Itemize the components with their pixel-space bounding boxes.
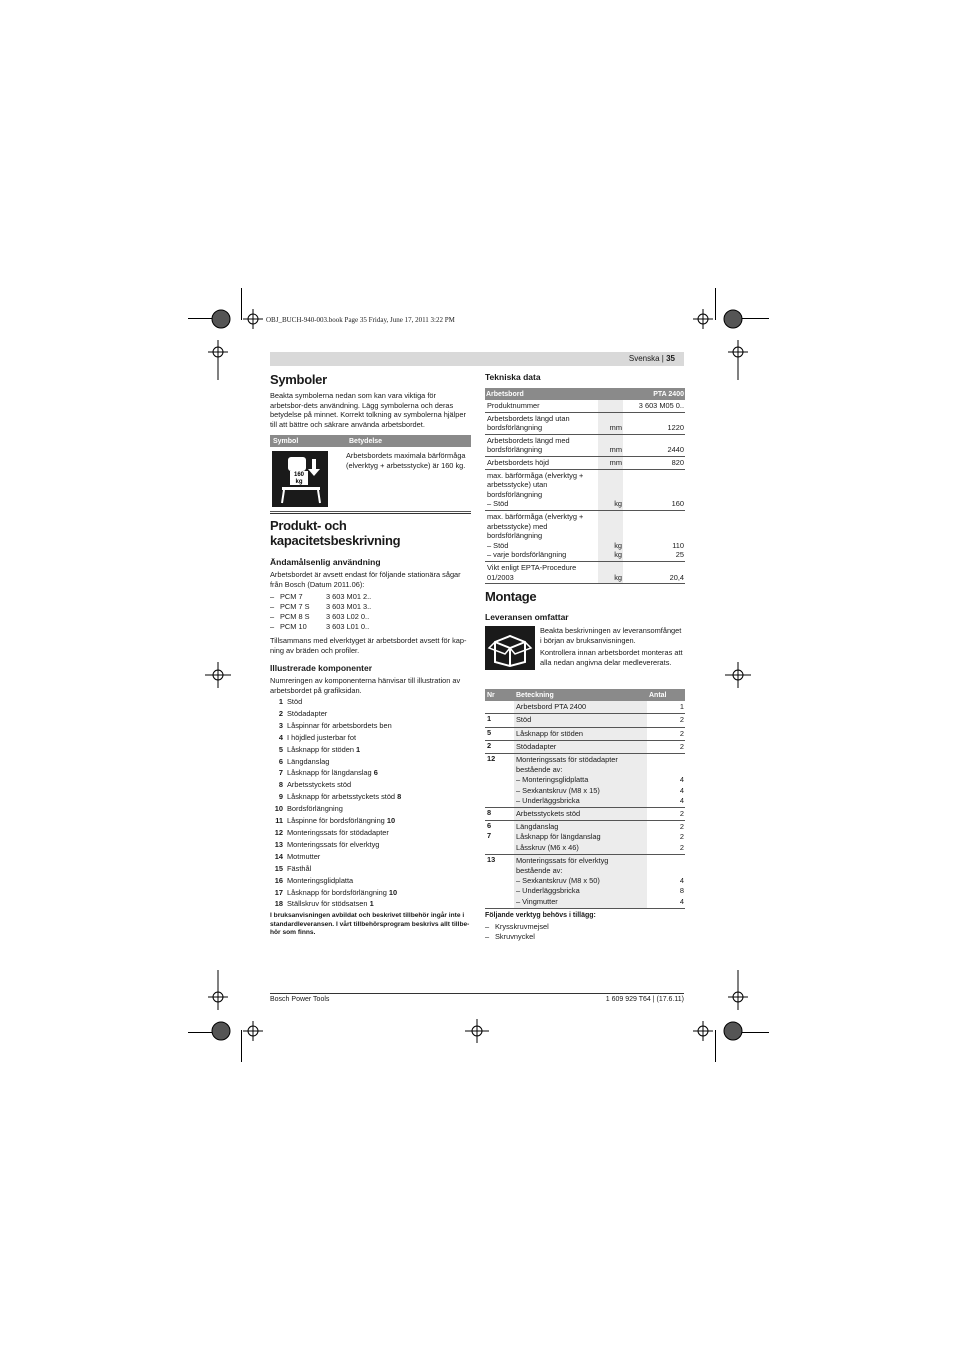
component-text	[287, 791, 401, 803]
component-item	[270, 875, 471, 887]
symbol-cell	[270, 451, 346, 511]
parts-nr: 12	[487, 753, 496, 763]
nr-col-header: Nr	[487, 691, 495, 699]
tool-name: Krysskruvmejsel	[495, 922, 549, 932]
model-name: PCM 7 S	[280, 602, 310, 611]
component-label: Stöd	[287, 697, 303, 706]
component-item	[270, 851, 471, 863]
component-label: Längdanslag	[287, 756, 330, 766]
tech-value: 2440	[667, 445, 684, 455]
meaning-col-header: Betydelse	[349, 437, 383, 445]
model-number: 3 603 L02 0..	[326, 612, 370, 621]
component-label: Arbetsstyckets stöd	[287, 780, 352, 790]
component-text	[287, 767, 378, 779]
component-number: 18	[274, 899, 283, 909]
tech-table-header	[485, 388, 685, 400]
tech-unit: kg kg	[598, 511, 623, 561]
leverans-heading: Leveransen omfattar	[485, 612, 569, 623]
tech-value: 1220	[667, 423, 684, 433]
model-list	[270, 592, 471, 632]
tech-value: 110 25	[672, 540, 684, 560]
symbol-row	[270, 447, 471, 512]
component-label: Låsknapp för bordsförlängning	[287, 887, 389, 897]
tech-row	[485, 511, 685, 562]
parts-bet: Monteringssats för elverktyg bestående av: – Sexkantskruv (M8 x 50) – Underläggsbricka – Vingmutter	[514, 855, 647, 908]
parts-nr: 2	[487, 740, 492, 750]
component-number: 15	[274, 863, 283, 873]
parts-nr: 5	[487, 727, 492, 737]
box-icon	[485, 626, 535, 670]
illus-heading: Illustrerade komponenter	[270, 663, 373, 673]
tech-unit: mm	[598, 457, 623, 469]
component-text	[287, 887, 397, 899]
component-label: Låspinne för bordsförlängning	[287, 816, 387, 826]
component-text	[287, 696, 302, 708]
symboler-intro: Beakta symbolerna nedan som kan vara viktiga för arbetsbor-dets användning. Lägg symbolerna och deras betydelse på minnet. Korrekt tolkning av symbolerna hjälper till att bättre och säkrare använda arbetsbordet.	[270, 391, 466, 429]
tekniska-heading: Tekniska data	[485, 372, 541, 382]
component-number: 17	[274, 887, 283, 897]
parts-bet: Stöd	[514, 714, 647, 726]
parts-antal: 2	[679, 808, 684, 818]
component-number: 12	[274, 827, 283, 837]
footer-left: Bosch Power Tools	[270, 996, 330, 1003]
component-label: Låsknapp för längdanslag	[287, 768, 374, 778]
component-item	[270, 756, 471, 768]
component-text	[287, 756, 329, 768]
component-number: 6	[278, 756, 283, 766]
tech-unit	[598, 400, 623, 412]
parts-nr: 13	[487, 854, 496, 864]
component-text	[287, 744, 360, 756]
meaning-cell: Arbetsbordets maximala bärförmåga (elverktyg + arbetsstycke) är 160 kg.	[346, 451, 466, 470]
parts-antal: 2	[679, 715, 684, 725]
component-item	[270, 827, 471, 839]
parts-nr	[485, 701, 514, 713]
component-label: I höjdled justerbar fot	[287, 732, 357, 742]
component-ref: 1	[356, 744, 361, 754]
parts-antal: 2	[679, 741, 684, 751]
component-item	[270, 815, 471, 827]
dash: –	[485, 932, 490, 942]
footer-right: 1 609 929 T64 | (17.6.11)	[605, 996, 684, 1003]
component-label: Låspinnar för arbetsbordets ben	[287, 720, 392, 730]
tech-unit: kg	[598, 470, 623, 510]
dash: –	[270, 622, 275, 631]
model-item	[270, 612, 471, 622]
print-slug: OBJ_BUCH-940-003.book Page 35 Friday, June 17, 2011 3:22 PM	[266, 316, 455, 324]
component-text	[287, 827, 389, 839]
parts-row	[485, 728, 685, 741]
component-label: Monteringssats för stödadapter	[287, 827, 389, 837]
component-text	[287, 863, 311, 875]
tech-header-right: PTA 2400	[653, 390, 684, 398]
component-number: 4	[278, 732, 283, 742]
symbol-table-header	[270, 435, 471, 447]
component-item	[270, 744, 471, 756]
parts-antal: 4 4 4	[679, 775, 684, 805]
component-number: 9	[278, 792, 283, 802]
load-icon-label: 160 kg	[293, 472, 304, 485]
component-text	[287, 720, 392, 732]
tech-unit: kg	[598, 562, 623, 583]
model-name: PCM 8 S	[280, 612, 310, 621]
component-number: 10	[274, 804, 283, 814]
table-load-icon	[272, 451, 328, 507]
montage-heading: Montage	[485, 589, 537, 605]
header-language: Svenska	[628, 354, 660, 363]
tech-row	[485, 435, 685, 457]
parts-bet: Längdanslag Låsknapp för längdanslag Låsskruv (M6 x 46)	[514, 821, 647, 854]
component-number: 13	[274, 839, 283, 849]
model-name: PCM 10	[280, 622, 307, 631]
parts-row	[485, 701, 685, 714]
andamal-heading: Ändamålsenlig användning	[270, 557, 381, 567]
leverans-text-1: Beakta beskrivningen av leveransomfånget i början av bruksanvisningen.	[540, 626, 682, 645]
parts-nr: 6 7	[487, 821, 492, 841]
component-text	[287, 839, 379, 851]
parts-row	[485, 754, 685, 808]
component-text	[287, 815, 395, 827]
parts-table	[485, 701, 685, 909]
component-ref: 1	[369, 899, 374, 909]
header-bar	[270, 352, 684, 366]
parts-nr: 8	[487, 807, 492, 817]
component-text	[287, 708, 327, 720]
leverans-block	[485, 626, 685, 670]
leverans-text-2: Kontrollera innan arbetsbordet monteras att alla nedan angivna delar medlevererats.	[540, 648, 683, 667]
component-text	[287, 898, 374, 910]
component-number: 16	[274, 875, 283, 885]
component-item	[270, 767, 471, 779]
accessory-note: I bruksanvisningen avbildat och beskrivet tillbehör ingår inte i standardleveransen. I vårt tillbehörsprogram beskrivs allt tillbe-hör som finns.	[270, 912, 470, 937]
model-item	[270, 592, 471, 602]
model-name: PCM 7	[280, 592, 303, 601]
component-text	[287, 875, 353, 887]
component-label: Bordsförlängning	[287, 804, 343, 814]
right-column	[485, 372, 685, 942]
component-item	[270, 708, 471, 720]
parts-antal: 4 8 4	[679, 876, 684, 906]
tech-header-left: Arbetsbord	[486, 390, 524, 398]
tech-row	[485, 413, 685, 435]
tech-row	[485, 470, 685, 511]
component-text	[287, 803, 343, 815]
component-text	[287, 851, 320, 863]
produkt-heading: Produkt- och kapacitetsbeskrivning	[270, 518, 401, 548]
component-label: Låsknapp för arbetsstyckets stöd	[287, 792, 398, 802]
parts-antal: 2	[679, 728, 684, 738]
parts-bet: Monteringssats för stödadapter bestående av: – Monteringsglidplatta – Sexkantskruv (M8 x 15) – Underläggsbricka	[514, 754, 647, 807]
component-item	[270, 887, 471, 899]
component-text	[287, 779, 351, 791]
tool-item	[485, 922, 685, 932]
component-number: 2	[278, 708, 283, 718]
component-list	[270, 696, 471, 910]
tech-label: Arbetsbordets längd utan bordsförlängning	[487, 413, 570, 433]
component-number: 14	[274, 851, 283, 861]
component-number: 1	[278, 697, 283, 706]
tech-row	[485, 400, 685, 413]
page-number: 35	[666, 354, 675, 363]
component-item	[270, 863, 471, 875]
model-number: 3 603 L01 0..	[326, 622, 370, 631]
component-ref: 10	[386, 816, 396, 826]
tech-row	[485, 562, 685, 584]
component-label: Monteringsglidplatta	[287, 875, 354, 885]
dash: –	[485, 922, 490, 932]
tech-value: 820	[671, 457, 684, 467]
component-label: Stödadapter	[287, 708, 328, 718]
component-item	[270, 720, 471, 732]
dash: –	[270, 592, 275, 601]
model-item	[270, 602, 471, 612]
parts-row	[485, 808, 685, 821]
component-ref: 6	[373, 768, 378, 778]
dash: –	[270, 602, 275, 611]
tech-table	[485, 400, 685, 584]
component-number: 11	[275, 816, 283, 826]
tech-unit: mm	[598, 413, 623, 434]
symboler-heading: Symboler	[270, 372, 327, 387]
model-item	[270, 622, 471, 632]
component-item	[270, 779, 471, 791]
model-number: 3 603 M01 2..	[326, 592, 372, 601]
component-label: Ställskruv för stödsatsen	[287, 899, 370, 909]
parts-antal: 1	[679, 702, 684, 712]
component-number: 5	[278, 744, 283, 754]
component-item	[270, 898, 471, 910]
parts-row	[485, 855, 685, 909]
component-label: Motmutter	[287, 851, 321, 861]
component-item	[270, 839, 471, 851]
tool-name: Skruvnyckel	[495, 932, 535, 942]
component-label: Låsknapp för stöden	[287, 744, 357, 754]
tech-label: max. bärförmåga (elverktyg + arbetsstycke) utan bordsförlängning – Stöd	[487, 470, 584, 509]
tech-label: max. bärförmåga (elverktyg + arbetsstycke) med bordsförlängning – Stöd – varje bordsförlängning	[487, 511, 584, 560]
andamal-text: Arbetsbordet är avsett endast för följande stationära sågar från Bosch (Datum 2011.06):	[270, 570, 461, 589]
tech-value: 20,4	[669, 572, 684, 582]
component-label: Fästhål	[287, 863, 312, 873]
page-header: Svenska | 35	[628, 354, 675, 363]
parts-bet: Arbetsstyckets stöd	[514, 808, 647, 820]
tech-label: Vikt enligt EPTA-Procedure 01/2003	[487, 562, 577, 582]
component-item	[270, 791, 471, 803]
parts-nr: 1	[487, 714, 492, 724]
tool-item	[485, 932, 685, 942]
dash: –	[270, 612, 275, 621]
component-item	[270, 803, 471, 815]
tech-unit: mm	[598, 435, 623, 456]
tech-row	[485, 457, 685, 470]
together-text: Tillsammans med elverktyget är arbetsbordet avsett för kap-ning av bräden och profiler.	[270, 636, 467, 655]
parts-antal: 2 2 2	[679, 822, 684, 852]
model-number: 3 603 M01 3..	[326, 602, 372, 611]
component-ref: 8	[397, 792, 402, 802]
illus-text: Numreringen av komponenterna hänvisar till illustration av arbetsbordet på grafiksidan.	[270, 676, 461, 695]
left-column	[270, 372, 471, 938]
component-number: 3	[278, 720, 283, 730]
component-number: 7	[278, 768, 283, 778]
parts-table-header	[485, 689, 685, 701]
component-item	[270, 732, 471, 744]
component-number: 8	[278, 780, 283, 790]
tech-label: Arbetsbordets höjd	[487, 457, 550, 467]
tech-label: Arbetsbordets längd med bordsförlängning	[487, 435, 570, 455]
tools-heading: Följande verktyg behövs i tillägg:	[485, 911, 596, 919]
parts-bet: Stödadapter	[514, 741, 647, 753]
bet-col-header: Beteckning	[516, 691, 554, 699]
symbol-col-header: Symbol	[273, 437, 299, 445]
component-text	[287, 732, 356, 744]
component-item	[270, 696, 471, 708]
parts-row	[485, 714, 685, 727]
tech-label: Produktnummer	[487, 401, 540, 410]
component-ref: 10	[388, 887, 398, 897]
tech-value: 160	[671, 499, 684, 509]
antal-col-header: Antal	[649, 691, 667, 699]
page-footer	[270, 993, 684, 1003]
parts-bet: Låsknapp för stöden	[514, 728, 647, 740]
parts-bet: Arbetsbord PTA 2400	[514, 701, 647, 713]
parts-row	[485, 821, 685, 855]
component-label: Monteringssats för elverktyg	[287, 839, 380, 849]
tools-list	[485, 922, 685, 942]
tech-value: 3 603 M05 0..	[638, 401, 684, 410]
parts-row	[485, 741, 685, 754]
